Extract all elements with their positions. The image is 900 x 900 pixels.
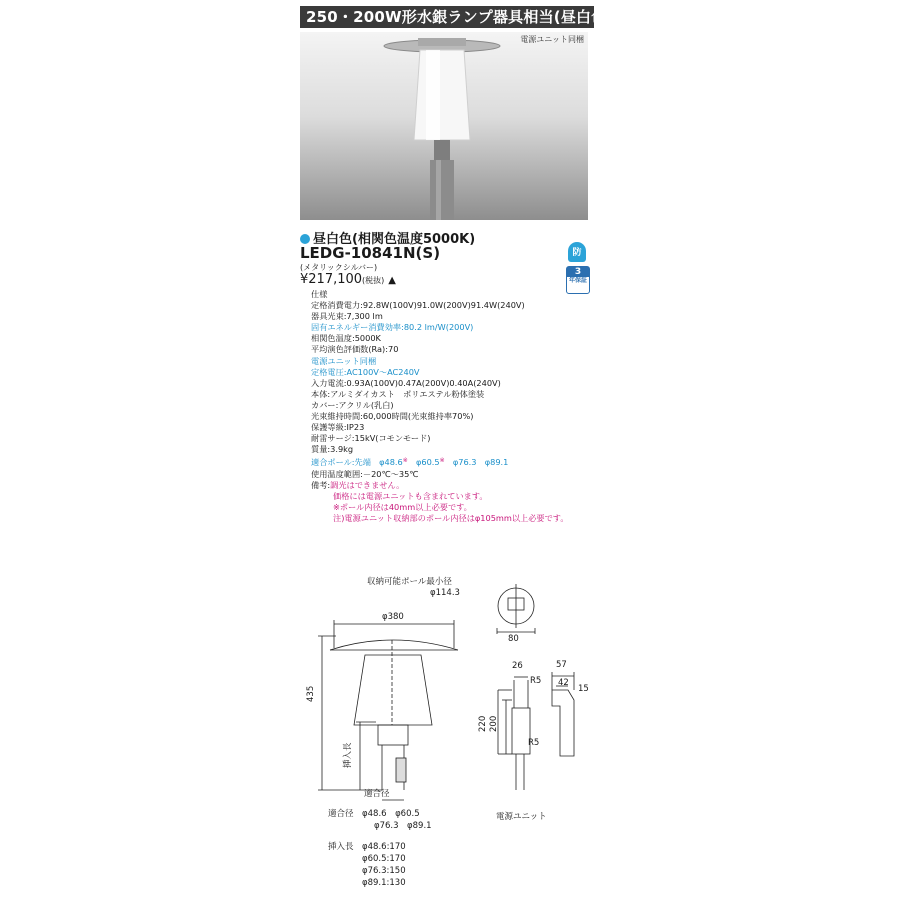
dim-380: φ380 <box>382 612 404 622</box>
pole-label: 適合ポール:先端 <box>311 457 380 468</box>
spec-efficiency: 固有エネルギー消費効率:80.2 lm/W(200V) <box>311 322 474 333</box>
spec-cover: カバー:アクリル(乳白) <box>311 399 394 410</box>
price-tax: (税抜) <box>362 276 385 285</box>
spec-protection: 保護等級:IP23 <box>311 422 365 433</box>
pole-48-6: φ48.6 <box>379 457 403 468</box>
spec-list <box>311 289 569 524</box>
pole-60-5: φ60.5 <box>415 457 440 468</box>
finish: (メタリックシルバー) <box>300 263 378 272</box>
dim-42: 42 <box>558 678 569 688</box>
pole-mark-1: ※ <box>402 457 408 465</box>
spec-luminous-flux: 器具光束:7,300 lm <box>311 311 383 322</box>
fit-title: 適合径 <box>328 809 354 819</box>
insert-length-label: 挿入長 <box>343 742 353 768</box>
insert-title: 挿入長 <box>328 842 354 852</box>
insert-row-4: φ89.1:130 <box>362 878 406 888</box>
model-number: LEDG-10841N(S) <box>300 244 441 262</box>
fit-row-1: φ48.6 φ60.5 <box>362 809 420 819</box>
remark-4: 注)電源ユニット収納部のポール内径はφ105mm以上必要です。 <box>333 512 569 523</box>
dim-15: 15 <box>578 684 589 694</box>
dim-57: 57 <box>556 660 567 670</box>
dim-435: 435 <box>306 685 316 702</box>
product-title: 250・200W形水銀ランプ器具相当(昼白色) <box>300 6 594 28</box>
remarks-label: 備考: <box>311 479 331 490</box>
spec-input-current: 入力電流:0.93A(100V)0.47A(200V)0.40A(240V) <box>311 377 501 388</box>
warranty-label: 年保証 <box>568 277 587 284</box>
remark-1: 調光はできません。 <box>330 479 405 490</box>
pole-76-3: φ76.3 <box>452 457 477 468</box>
luminaire-illustration <box>300 32 588 220</box>
price-value: ¥217,100 <box>300 272 363 287</box>
price-mark: ▲ <box>388 275 396 286</box>
min-pole-value: φ114.3 <box>430 588 460 598</box>
insert-row-2: φ60.5:170 <box>362 854 406 864</box>
color-dot-icon <box>300 234 310 244</box>
spec-mass: 質量:3.9kg <box>311 444 354 455</box>
warranty-years: 3 <box>567 267 589 277</box>
product-photo <box>300 32 588 220</box>
spec-body: 本体:アルミダイカスト ポリエステル粉体塗装 <box>311 388 485 399</box>
spec-heading: 仕様 <box>311 289 328 299</box>
fit-row-2: φ76.3 φ89.1 <box>374 821 432 831</box>
dim-220: 220 <box>478 715 488 732</box>
dim-r5-bottom: R5 <box>528 738 540 748</box>
fit-table <box>328 808 432 832</box>
protection-badge-icon: 防 <box>568 242 586 262</box>
min-pole-label: 収納可能ポール最小径 <box>367 577 452 587</box>
spec-surge: 耐雷サージ:15kV(コモンモード) <box>311 433 431 444</box>
dim-200: 200 <box>489 715 499 732</box>
insert-row-1: φ48.6:170 <box>362 842 406 852</box>
spec-cri: 平均演色評価数(Ra):70 <box>311 344 399 355</box>
warranty-badge-icon <box>566 266 590 294</box>
insert-table <box>328 841 406 889</box>
spec-pole <box>311 455 569 468</box>
photo-note: 電源ユニット同梱 <box>520 35 584 44</box>
fit-dia-label: 適合径 <box>364 789 390 799</box>
spec-rated-power: 定格消費電力:92.8W(100V)91.0W(200V)91.4W(240V) <box>311 300 525 311</box>
spec-lifetime: 光束維持時間:60,000時間(光束維持率70%) <box>311 411 474 422</box>
spec-power-unit: 電源ユニット同梱 <box>311 355 377 366</box>
dim-r5-top: R5 <box>530 676 542 686</box>
insert-row-3: φ76.3:150 <box>362 866 406 876</box>
unit-label: 電源ユニット <box>496 812 547 822</box>
spec-temp-range: 使用温度範囲:－20℃～35℃ <box>311 468 419 479</box>
pole-89-1: φ89.1 <box>484 457 509 468</box>
price <box>300 272 396 287</box>
spec-rated-voltage: 定格電圧:AC100V～AC240V <box>311 366 420 377</box>
luminaire-shade <box>330 640 458 650</box>
dim-80: 80 <box>508 634 519 644</box>
spec-remarks <box>311 480 569 491</box>
spec-color-temp: 相関色温度:5000K <box>311 333 381 344</box>
pole-mark-2: ※ <box>439 457 445 465</box>
remark-3: ※ポール内径は40mm以上必要です。 <box>333 501 472 512</box>
top-view-circle <box>498 588 534 624</box>
color-heading-text: 昼白色(相関色温度5000K) <box>313 232 476 247</box>
remark-2: 価格には電源ユニットも含まれています。 <box>333 490 488 501</box>
dim-26: 26 <box>512 661 523 671</box>
